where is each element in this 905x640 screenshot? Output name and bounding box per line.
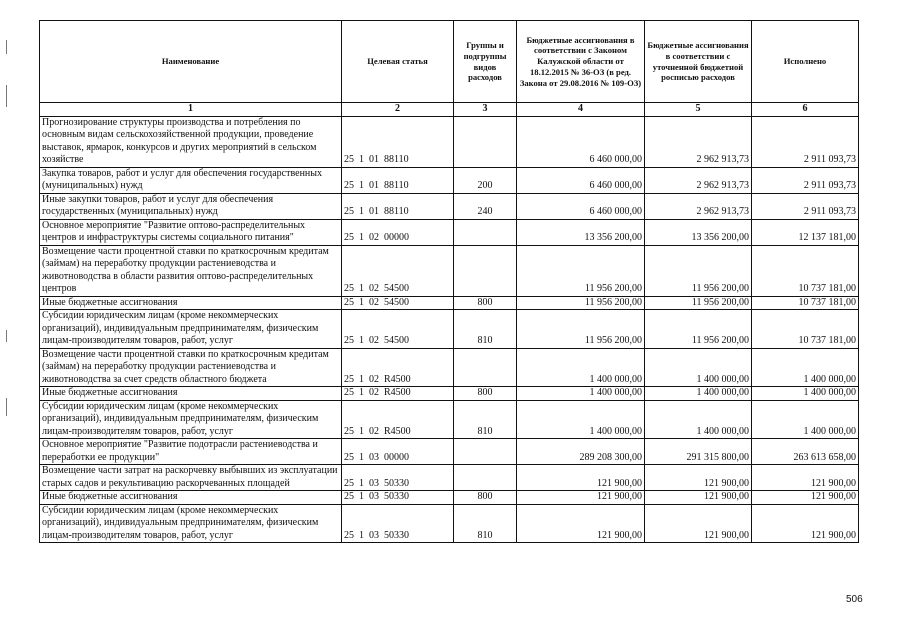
row-target-article: 25 1 02 54500: [342, 245, 454, 296]
row-name: Основное мероприятие "Развитие оптово-распределительных центров и инфраструктуры системы социального питания": [40, 219, 342, 245]
col-header-name: Наименование: [40, 21, 342, 103]
row-executed: 121 900,00: [752, 465, 859, 491]
row-executed: 1 400 000,00: [752, 387, 859, 401]
row-law-appropriation: 1 400 000,00: [517, 400, 645, 439]
row-name: Иные бюджетные ассигнования: [40, 387, 342, 401]
col-number: 4: [517, 103, 645, 117]
row-law-appropriation: 121 900,00: [517, 491, 645, 505]
row-target-article: 25 1 01 88110: [342, 167, 454, 193]
col-header-target-article: Целевая статья: [342, 21, 454, 103]
row-law-appropriation: 11 956 200,00: [517, 296, 645, 310]
row-expense-group: 200: [454, 167, 517, 193]
col-header-law-appropriations: Бюджетные ассигнования в соответствии с Законом Калужской области от 18.12.2015 № 36-ОЗ (в ред. Закона от 29.08.2016 № 109-ОЗ): [517, 21, 645, 103]
row-refined-appropriation: 2 962 913,73: [645, 167, 752, 193]
row-refined-appropriation: 1 400 000,00: [645, 387, 752, 401]
table-row: [40, 491, 859, 505]
table-row: [40, 219, 859, 245]
binding-marks: [6, 0, 16, 640]
row-name: Субсидии юридическим лицам (кроме некоммерческих организаций), индивидуальным предпринимателям, физическим лицам-производителям товаров, работ, услуг: [40, 400, 342, 439]
row-expense-group: [454, 439, 517, 465]
row-target-article: 25 1 01 88110: [342, 193, 454, 219]
row-law-appropriation: 121 900,00: [517, 465, 645, 491]
row-law-appropriation: 6 460 000,00: [517, 193, 645, 219]
row-law-appropriation: 11 956 200,00: [517, 310, 645, 349]
row-executed: 2 911 093,73: [752, 193, 859, 219]
row-refined-appropriation: 11 956 200,00: [645, 245, 752, 296]
col-number: 3: [454, 103, 517, 117]
table-row: [40, 310, 859, 349]
row-name: Возмещение части процентной ставки по краткосрочным кредитам (займам) на переработку продукции растениеводства и животноводства за счет средств областного бюджета: [40, 348, 342, 387]
row-target-article: 25 1 03 50330: [342, 491, 454, 505]
row-executed: 1 400 000,00: [752, 348, 859, 387]
col-header-refined-appropriations: Бюджетные ассигнования в соответствии с уточненной бюджетной росписью расходов: [645, 21, 752, 103]
col-number: 5: [645, 103, 752, 117]
row-expense-group: 810: [454, 310, 517, 349]
row-name: Основное мероприятие "Развитие подотрасли растениеводства и переработки ее продукции": [40, 439, 342, 465]
table-row: [40, 465, 859, 491]
column-number-row: [40, 103, 859, 117]
row-law-appropriation: 6 460 000,00: [517, 116, 645, 167]
row-law-appropriation: 1 400 000,00: [517, 387, 645, 401]
col-number: 1: [40, 103, 342, 117]
row-target-article: 25 1 03 50330: [342, 465, 454, 491]
row-law-appropriation: 1 400 000,00: [517, 348, 645, 387]
budget-table: [39, 20, 859, 543]
row-executed: 263 613 658,00: [752, 439, 859, 465]
row-target-article: 25 1 03 00000: [342, 439, 454, 465]
row-refined-appropriation: 13 356 200,00: [645, 219, 752, 245]
row-name: Иные закупки товаров, работ и услуг для обеспечения государственных (муниципальных) нужд: [40, 193, 342, 219]
row-name: Возмещение части процентной ставки по краткосрочным кредитам (займам) на переработку продукции растениеводства и животноводства в области развития оптово-распределительных центров: [40, 245, 342, 296]
row-target-article: 25 1 03 50330: [342, 504, 454, 543]
table-row: [40, 167, 859, 193]
row-executed: 10 737 181,00: [752, 310, 859, 349]
row-name: Субсидии юридическим лицам (кроме некоммерческих организаций), индивидуальным предпринимателям, физическим лицам-производителям товаров, работ, услуг: [40, 504, 342, 543]
row-law-appropriation: 13 356 200,00: [517, 219, 645, 245]
row-refined-appropriation: 2 962 913,73: [645, 116, 752, 167]
row-law-appropriation: 289 208 300,00: [517, 439, 645, 465]
col-header-expense-groups: Группы и подгруппы видов расходов: [454, 21, 517, 103]
row-name: Закупка товаров, работ и услуг для обеспечения государственных (муниципальных) нужд: [40, 167, 342, 193]
row-executed: 1 400 000,00: [752, 400, 859, 439]
row-executed: 121 900,00: [752, 491, 859, 505]
table-row: [40, 348, 859, 387]
col-number: 2: [342, 103, 454, 117]
row-expense-group: 240: [454, 193, 517, 219]
row-executed: 10 737 181,00: [752, 296, 859, 310]
row-executed: 10 737 181,00: [752, 245, 859, 296]
row-name: Субсидии юридическим лицам (кроме некоммерческих организаций), индивидуальным предпринимателям, физическим лицам-производителям товаров, работ, услуг: [40, 310, 342, 349]
row-expense-group: [454, 465, 517, 491]
row-name: Иные бюджетные ассигнования: [40, 491, 342, 505]
row-target-article: 25 1 02 R4500: [342, 400, 454, 439]
row-refined-appropriation: 2 962 913,73: [645, 193, 752, 219]
table-row: [40, 504, 859, 543]
row-name: Иные бюджетные ассигнования: [40, 296, 342, 310]
col-header-executed: Исполнено: [752, 21, 859, 103]
header-row: [40, 21, 859, 103]
row-refined-appropriation: 11 956 200,00: [645, 296, 752, 310]
row-expense-group: 800: [454, 491, 517, 505]
page-number: 506: [846, 594, 863, 605]
row-expense-group: [454, 116, 517, 167]
row-refined-appropriation: 1 400 000,00: [645, 400, 752, 439]
row-expense-group: [454, 245, 517, 296]
row-expense-group: 810: [454, 400, 517, 439]
row-refined-appropriation: 11 956 200,00: [645, 310, 752, 349]
table-row: [40, 400, 859, 439]
row-name: Возмещение части затрат на раскорчевку выбывших из эксплуатации старых садов и рекультивацию раскорчеванных площадей: [40, 465, 342, 491]
row-refined-appropriation: 121 900,00: [645, 504, 752, 543]
table-row: [40, 296, 859, 310]
table-row: [40, 116, 859, 167]
table-row: [40, 193, 859, 219]
row-refined-appropriation: 121 900,00: [645, 465, 752, 491]
row-expense-group: [454, 348, 517, 387]
row-executed: 2 911 093,73: [752, 116, 859, 167]
row-target-article: 25 1 02 00000: [342, 219, 454, 245]
row-name: Прогнозирование структуры производства и потребления по основным видам сельскохозяйственной продукции, проведение выставок, ярмарок, конкурсов и других мероприятий в сельском хозяйстве: [40, 116, 342, 167]
row-target-article: 25 1 02 R4500: [342, 387, 454, 401]
row-expense-group: 810: [454, 504, 517, 543]
row-refined-appropriation: 291 315 800,00: [645, 439, 752, 465]
row-target-article: 25 1 02 54500: [342, 310, 454, 349]
row-refined-appropriation: 121 900,00: [645, 491, 752, 505]
table-row: [40, 387, 859, 401]
row-law-appropriation: 6 460 000,00: [517, 167, 645, 193]
row-executed: 12 137 181,00: [752, 219, 859, 245]
table-row: [40, 439, 859, 465]
table-row: [40, 245, 859, 296]
row-target-article: 25 1 02 R4500: [342, 348, 454, 387]
row-law-appropriation: 11 956 200,00: [517, 245, 645, 296]
row-expense-group: 800: [454, 387, 517, 401]
row-target-article: 25 1 01 88110: [342, 116, 454, 167]
row-law-appropriation: 121 900,00: [517, 504, 645, 543]
row-expense-group: 800: [454, 296, 517, 310]
row-target-article: 25 1 02 54500: [342, 296, 454, 310]
row-executed: 121 900,00: [752, 504, 859, 543]
row-refined-appropriation: 1 400 000,00: [645, 348, 752, 387]
row-executed: 2 911 093,73: [752, 167, 859, 193]
col-number: 6: [752, 103, 859, 117]
row-expense-group: [454, 219, 517, 245]
